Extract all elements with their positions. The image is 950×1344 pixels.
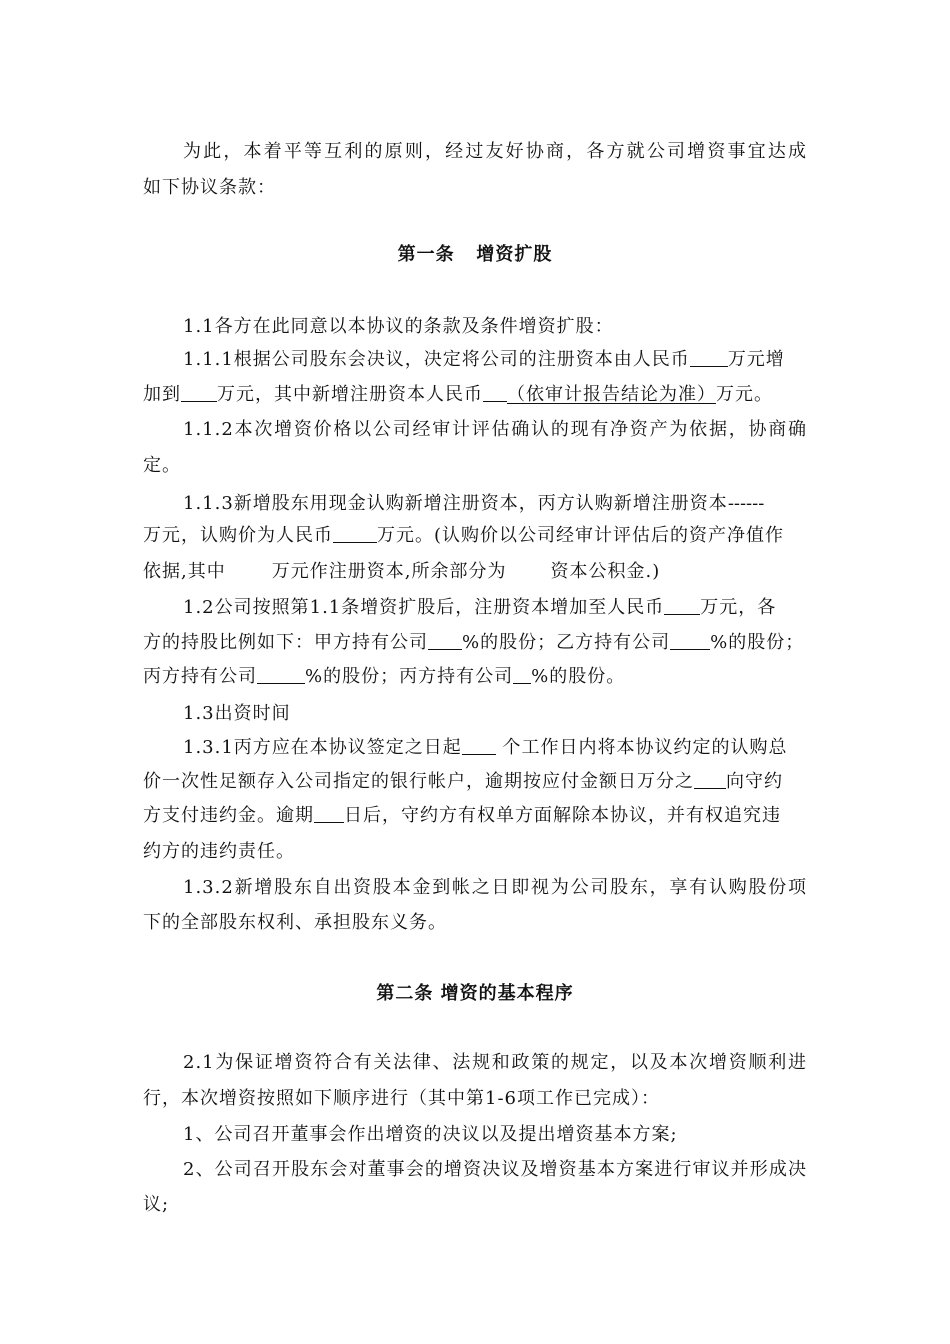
clause-1-2-text-c: 方的持股比例如下：甲方持有公司: [143, 632, 428, 653]
clause-1-3-1-text-c: 价一次性足额存入公司指定的银行帐户，逾期按应付金额日万分之: [143, 771, 694, 792]
blank-field: [428, 633, 462, 650]
clause-1-3-1-text-e: 方支付违约金。逾期: [143, 805, 314, 826]
dashed-blank: ------: [727, 493, 765, 514]
procedure-item-1-text: 1、公司召开董事会作出增资的决议以及提出增资基本方案;: [183, 1124, 678, 1145]
clause-1-2-text-a: 1.2公司按照第1.1条增资扩股后，注册资本增加至人民币: [183, 597, 665, 618]
intro-line-1: [183, 141, 807, 163]
intro-text-1: 为此，本着平等互利的原则，经过友好协商，各方就公司增资事宜达成: [183, 141, 807, 162]
blank-field: [333, 526, 377, 543]
clause-1-1-3-text-f: 资本公积金.): [550, 561, 661, 582]
blank-field: [664, 598, 700, 615]
clause-1-1-3-text-b: 万元，认购价为人民币: [143, 525, 333, 546]
clause-1-3-1-text-a: 1.3.1丙方应在本协议签定之日起: [183, 737, 462, 758]
article-1-title: 第一条 增资扩股: [397, 244, 553, 265]
clause-1-3-1-text-d: 向守约: [726, 771, 783, 792]
article-2-title: 第二条 增资的基本程序: [376, 983, 574, 1004]
clause-1-2-text-e: %的股份；: [710, 632, 805, 653]
blank-field: [690, 350, 728, 367]
clause-1-3-1-line-4: [143, 841, 807, 863]
intro-text-2: 如下协议条款：: [143, 177, 276, 198]
clause-1-2-text-d: %的股份；乙方持有公司: [462, 632, 671, 653]
clause-1-1-text: 1.1各方在此同意以本协议的条款及条件增资扩股：: [183, 316, 614, 337]
blank-field: [694, 772, 726, 789]
clause-1-1-1-text-c: 加到: [143, 384, 181, 405]
clause-1-2-line-2: [143, 632, 807, 654]
clause-1-3-1-line-3: [143, 805, 807, 827]
clause-1-2-text-f: 丙方持有公司: [143, 666, 257, 687]
clause-2-1-text-b: 行，本次增资按照如下顺序进行（其中第1-6项工作已完成）：: [143, 1088, 660, 1109]
clause-1-3-2-text-a: 1.3.2新增股东自出资股本金到帐之日即视为公司股东，享有认购股份项: [183, 877, 807, 898]
clause-2-1-line-2: [143, 1088, 807, 1110]
clause-1-1-3-line-3: [143, 561, 807, 583]
blank-field: [314, 806, 344, 823]
blank-field: [257, 667, 305, 684]
procedure-item-2-text-b: 议;: [143, 1194, 170, 1215]
clause-1-1-3-line-2: [143, 525, 807, 547]
clause-1-3: [183, 703, 807, 725]
clause-1-3-2-line-2: [143, 912, 807, 934]
blank-field: [670, 633, 710, 650]
blank-field: [462, 738, 496, 755]
clause-1-1-3-text-c: 万元。(认购价以公司经审计评估后的资产净值作: [377, 525, 785, 546]
clause-1-1-1-line-1: [183, 349, 807, 371]
clause-1-2-text-g: %的股份；丙方持有公司: [305, 666, 514, 687]
clause-1-1-1-text-f: 万元。: [716, 384, 773, 405]
clause-1-3-1-line-1: [183, 737, 807, 759]
clause-1-1-3-line-1: [183, 493, 807, 515]
clause-1-1-3-text-e: 万元作注册资本,所余部分为: [271, 561, 507, 582]
intro-line-2: [143, 177, 807, 199]
clause-1-1-2-line-1: [183, 419, 807, 441]
clause-1-3-2-line-1: [183, 877, 807, 899]
clause-1-3-text: 1.3出资时间: [183, 703, 291, 724]
clause-1-1-2-line-2: [143, 455, 807, 477]
blank-field: [181, 385, 217, 402]
clause-1-1-1-text-d: 万元，其中新增注册资本人民币: [217, 384, 483, 405]
blank-field: [483, 385, 507, 402]
clause-1-1-3-text-a: 1.1.3新增股东用现金认购新增注册资本，丙方认购新增注册资本: [183, 493, 728, 514]
clause-1-1: [183, 316, 807, 338]
procedure-item-2-line-2: [143, 1194, 807, 1216]
procedure-item-2-text-a: 2、公司召开股东会对董事会的增资决议及增资基本方案进行审议并形成决: [183, 1159, 807, 1180]
procedure-item-1: [183, 1124, 807, 1146]
clause-2-1-line-1: [183, 1052, 807, 1074]
clause-1-2-line-3: [143, 666, 807, 688]
clause-2-1-text-a: 2.1为保证增资符合有关法律、法规和政策的规定，以及本次增资顺利进: [183, 1052, 807, 1073]
clause-1-1-3-text-d: 依据,其中: [143, 561, 226, 582]
clause-1-3-1-text-f: 日后，守约方有权单方面解除本协议，并有权追究违: [344, 805, 781, 826]
clause-1-3-2-text-b: 下的全部股东权利、承担股东义务。: [143, 912, 447, 933]
procedure-item-2-line-1: [183, 1159, 807, 1181]
clause-1-2-line-1: [183, 597, 807, 619]
clause-1-3-1-line-2: [143, 771, 807, 793]
clause-1-3-1-text-b: 个工作日内将本协议约定的认购总: [495, 737, 788, 758]
clause-1-3-1-text-g: 约方的违约责任。: [143, 841, 295, 862]
clause-1-1-1-line-2: [143, 384, 807, 406]
clause-1-1-2-text-b: 定。: [143, 455, 181, 476]
clause-1-1-2-text-a: 1.1.2本次增资价格以公司经审计评估确认的现有净资产为依据，协商确: [183, 419, 807, 440]
clause-1-1-1-text-a: 1.1.1根据公司股东会决议，决定将公司的注册资本由人民币: [183, 349, 690, 370]
clause-1-2-text-h: %的股份。: [531, 666, 626, 687]
audit-note: （依审计报告结论为准）: [507, 384, 716, 405]
clause-1-1-1-text-b: 万元增: [727, 349, 785, 370]
clause-1-2-text-b: 万元，各: [700, 597, 777, 618]
blank-field: [513, 667, 531, 684]
